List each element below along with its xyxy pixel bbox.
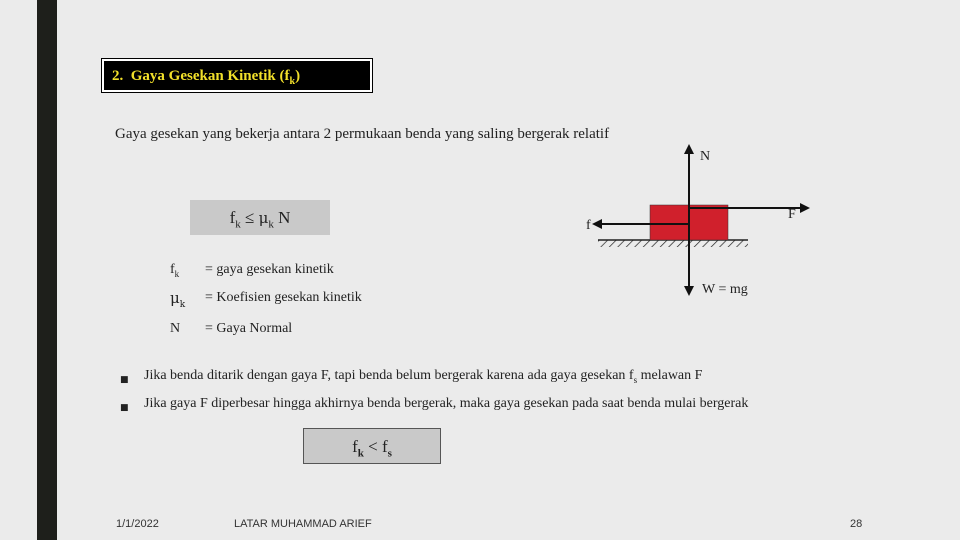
bullet-text: Jika benda ditarik dengan gaya F, tapi benda belum bergerak karena ada gaya gesekan $f_s$ melawan F — [144, 368, 703, 385]
legend-description: = Gaya Normal — [205, 320, 293, 336]
legend-description: = gaya gesekan kinetik — [205, 262, 334, 277]
bullet-square-icon: ■ — [120, 403, 129, 413]
formula-mu-sub: k — [268, 218, 274, 231]
title-number: 2. — [112, 68, 124, 84]
legend-row — [170, 317, 362, 345]
force-diagram — [580, 140, 820, 310]
legend-row — [170, 286, 362, 317]
footer-author: LATAR MUHAMMAD ARIEF — [234, 518, 372, 530]
list-item — [120, 392, 748, 420]
applied-arrowhead — [800, 203, 810, 213]
formula-n: N — [278, 208, 291, 227]
legend-description: = Koefisien gesekan kinetik — [205, 289, 362, 305]
legend-symbol: N — [170, 320, 181, 336]
friction-arrowhead — [592, 219, 602, 229]
definition-text: Gaya gesekan yang bekerja antara 2 permukaan benda yang saling bergerak relatif — [115, 126, 610, 142]
ground-hatching — [598, 240, 748, 247]
left-accent-bar — [37, 0, 57, 540]
bullet-square-icon: ■ — [120, 375, 129, 385]
compare-right: f — [381, 437, 388, 456]
compare-right-sub: s — [387, 447, 392, 460]
title-subscript: k — [289, 76, 296, 87]
legend-symbol: $f_k$ — [170, 262, 180, 279]
applied-force-label: F — [788, 207, 796, 222]
formula-mu: μ — [258, 209, 269, 227]
footer-page-number: 28 — [850, 518, 863, 530]
title-close: ) — [295, 68, 301, 84]
formula-f: f — [229, 208, 236, 227]
bullet-list — [120, 364, 748, 420]
legend-symbol: $\mu_k$ — [170, 288, 186, 310]
formula-box — [190, 200, 330, 235]
slide-title — [102, 59, 372, 92]
list-item — [120, 364, 748, 392]
friction-force-label: f — [586, 218, 591, 233]
compare-relation: < — [368, 437, 378, 456]
symbol-legend — [170, 258, 362, 345]
weight-arrowhead — [684, 286, 694, 296]
formula-f-sub: k — [235, 218, 241, 231]
footer-date: 1/1/2022 — [116, 518, 159, 530]
normal-arrowhead — [684, 144, 694, 154]
weight-label: W = mg — [702, 282, 748, 297]
comparison-box — [303, 428, 441, 464]
formula-relation: ≤ — [245, 208, 255, 227]
legend-row — [170, 258, 362, 286]
title-text: Gaya Gesekan Kinetik (f — [130, 68, 290, 84]
force-diagram-svg — [580, 140, 820, 310]
normal-force-label: N — [700, 149, 711, 164]
compare-left: f — [352, 437, 358, 456]
compare-left-sub: k — [357, 447, 364, 460]
bullet-text: Jika gaya F diperbesar hingga akhirnya benda bergerak, maka gaya gesekan pada saat benda mulai bergerak — [144, 396, 749, 411]
